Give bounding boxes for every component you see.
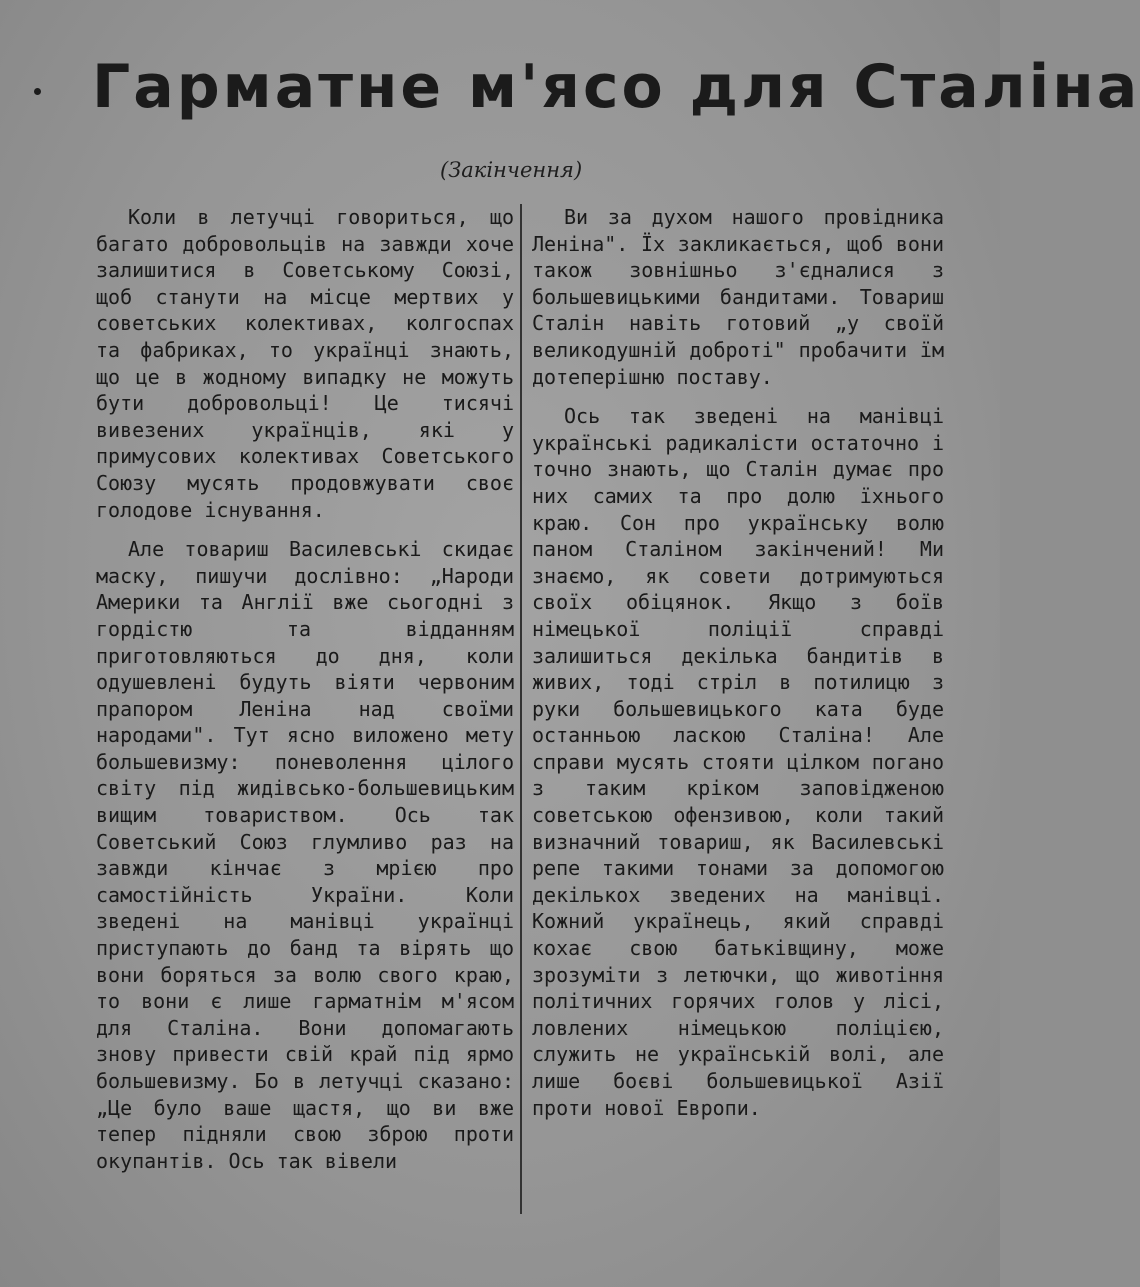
right-column — [532, 204, 944, 1121]
column-divider — [520, 204, 522, 1214]
article-subtitle: (Закінчення) — [440, 158, 583, 182]
right-paragraph-1: Ви за духом нашого провідника Леніна". Їх закликається, щоб вони також зовнішньо з'єдналися з большевицькими бандитами. Товариш Сталін навіть готовий „у своїй великодушній доброті" пробачити їм дотеперішню поставу. — [532, 205, 944, 389]
article-headline: Гарматне м'ясо для Сталіна — [92, 52, 1140, 122]
left-column — [96, 204, 514, 1174]
left-paragraph-2: Але товариш Василевські скидає маску, пишучи дослівно: „Народи Америки та Англії вже сьогодні з гордістю та відданням приготовляються до дня, коли одушевлені будуть віяти червоним прапором Леніна над своїми народами". Тут ясно виложено мету большевизму: поневолення цілого світу під жидівсько-большевицьким вищим товариством. Ось так Советський Союз глумливо раз на завжди кінчає з мрією про самостійність України. Коли зведені на манівці українці приступають до банд та вірять що вони боряться за волю свого краю, то вони є лише гарматнім м'ясом для Сталіна. Вони допомагають знову привести свій край під ярмо большевизму. Бо в летучці сказано: „Це було ваше щастя, що ви вже тепер підняли свою зброю проти окупантів. Ось так вівели — [96, 537, 514, 1173]
right-paragraph-2: Ось так зведені на манівці українські радикалісти остаточно і точно знають, що Сталін думає про них самих та про долю їхнього краю. Сон про українську волю паном Сталіном закінчений! Ми знаємо, як совети дотримуються своїх обіцянок. Якщо з боїв німецької поліції справді залишиться декілька бандитів в живих, тоді стріл в потилицю з руки большевицького ката буде останньою ласкою Сталіна! Але справи мусять стояти цілком погано з таким кріком заповідженою советською офензивою, коли такий визначний товариш, як Василевські репе такими тонами за допомогою декількох зведених на манівці. Кожний українець, який справді кохає свою батьківщину, може зрозуміти з летючки, що животіння політичних горячих голов у лісі, ловлених німецькою поліцією, служить не українській волі, але лише боєві большевицької Азії проти нової Европи. — [532, 404, 944, 1120]
ink-dot — [34, 88, 41, 95]
left-paragraph-1: Коли в летучці говориться, що багато добровольців на завжди хоче залишитися в Советському Союзі, щоб станути на місце мертвих у советських колективах, колгоспах та фабриках, то українці знають, що це в жодному випадку не можуть бути добровольці! Це тисячі вивезених українців, які у примусових колективах Советського Союзу мусять продовжувати своє голодове існування. — [96, 205, 514, 522]
